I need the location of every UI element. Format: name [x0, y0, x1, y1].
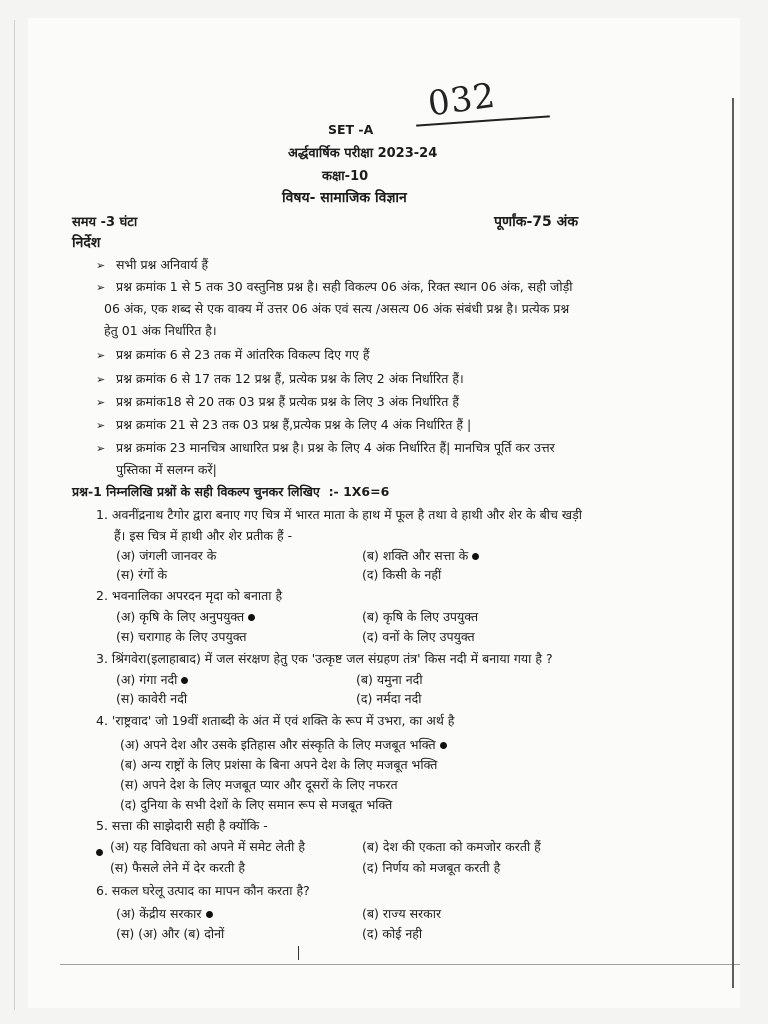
section-marks: :- 1X6=6	[328, 484, 390, 499]
instruction-item: ➢ प्रश्न क्रमांक 6 से 17 तक 12 प्रश्न हैं, प्रत्येक प्रश्न के लिए 2 अंक निर्धारित हैं।	[96, 371, 464, 386]
answer-mark-icon	[96, 842, 103, 861]
option-c: (स) फैसले लेने में देर करती है	[110, 860, 245, 875]
option-c: (स) कावेरी नदी	[116, 691, 188, 706]
page-bottom-border	[60, 964, 740, 965]
option-a: (अ) अपने देश और उसके इतिहास और संस्कृति के लिए मजबूत भक्ति	[120, 736, 447, 753]
instruction-item-continued: हेतु 01 अंक निर्धारित है।	[104, 323, 217, 338]
instructions-title: निर्देश	[72, 235, 101, 251]
instruction-item-continued: 06 अंक, एक शब्द से एक वाक्य में उत्तर 06 अंक एवं सत्य /असत्य 06 अंक संबंधी प्रश्न है। प्रत्येक प्रश्न	[104, 301, 570, 316]
option-b: (ब) अन्य राष्ट्रों के लिए प्रशंसा के बिना अपने देश के लिए मजबूत भक्ति	[120, 757, 438, 772]
option-a: (अ) जंगली जानवर के	[116, 548, 217, 563]
option-c: (स) (अ) और (ब) दोनों	[116, 926, 225, 941]
question-1: 1. अवनींद्रनाथ टैगोर द्वारा बनाए गए चित्र में भारत माता के हाथ में फूल है तथा वे हाथी और शेर के बीच खड़ी	[96, 507, 583, 522]
option-c: (स) अपने देश के लिए मजबूत प्यार और दूसरों के लिए नफरत	[120, 777, 398, 792]
answer-mark-icon	[248, 614, 255, 621]
instruction-item: ➢ सभी प्रश्न अनिवार्य हैं	[96, 257, 209, 272]
answer-mark-icon	[440, 742, 447, 749]
instruction-item: ➢ प्रश्न क्रमांक 21 से 23 तक 03 प्रश्न हैं,प्रत्येक प्रश्न के लिए 4 अंक निर्धारित हैं |	[96, 417, 472, 432]
instruction-item-continued: पुस्तिका में सलग्न करें|	[116, 462, 217, 477]
question-3: 3. श्रिंगवेरा(इलाहाबाद) में जल संरक्षण हेतु एक 'उत्कृष्ट जल संग्रहण तंत्र' किस नदी में बनाया गया है ?	[96, 651, 553, 666]
option-a: (अ) कृषि के लिए अनुपयुक्त	[116, 608, 255, 625]
arrow-bullet-icon: ➢	[96, 349, 106, 362]
handwritten-serial-number: 032	[428, 80, 548, 130]
option-a: (अ) यह विविधता को अपने में समेट लेती है	[110, 839, 306, 854]
page-left-edge	[14, 20, 15, 1010]
option-d: (द) वनों के लिए उपयुक्त	[362, 629, 475, 644]
question-4: 4. 'राष्ट्रवाद' जो 19वीं शताब्दी के अंत में एवं शक्ति के रूप में उभरा, का अर्थ है	[96, 713, 455, 728]
instruction-item: ➢ प्रश्न क्रमांक 6 से 23 तक में आंतरिक विकल्प दिए गए हैं	[96, 347, 370, 362]
instruction-item: ➢ प्रश्न क्रमांक18 से 20 तक 03 प्रश्न हैं प्रत्येक प्रश्न के लिए 3 अंक निर्धारित हैं	[96, 394, 460, 409]
option-d: (द) किसी के नहीं	[362, 567, 442, 582]
arrow-bullet-icon: ➢	[96, 419, 106, 432]
option-d: (द) कोई नही	[362, 926, 423, 941]
section-heading: प्रश्न-1 निम्नलिखि प्रश्नों के सही विकल्प चुनकर लिखिए :- 1X6=6	[72, 484, 390, 499]
question-5: 5. सत्ता की साझेदारी सही है क्योंकि -	[96, 818, 268, 833]
arrow-bullet-icon: ➢	[96, 442, 106, 455]
option-c: (स) रंगों के	[116, 567, 168, 582]
answer-mark-icon	[472, 553, 479, 560]
question-2: 2. भवनालिका अपरदन मृदा को बनाता है	[96, 588, 283, 603]
time-label: समय -3 घंटा	[72, 215, 138, 230]
arrow-bullet-icon: ➢	[96, 259, 106, 272]
question-6: 6. सकल घरेलू उत्पाद का मापन कौन करता है?	[96, 883, 310, 898]
page-right-border	[732, 98, 734, 988]
option-c: (स) चरागाह के लिए उपयुक्त	[116, 629, 247, 644]
arrow-bullet-icon: ➢	[96, 396, 106, 409]
option-d: (द) निर्णय को मजबूत करती है	[362, 860, 501, 875]
arrow-bullet-icon: ➢	[96, 281, 106, 294]
option-b: (ब) राज्य सरकार	[362, 906, 442, 921]
answer-mark-icon	[206, 911, 213, 918]
pen-mark	[298, 946, 299, 960]
option-a: (अ) गंगा नदी	[116, 671, 188, 688]
answer-mark-icon	[181, 677, 188, 684]
option-b: (ब) यमुना नदी	[356, 672, 423, 687]
exam-title: अर्द्धवार्षिक परीक्षा 2023-24	[288, 146, 438, 161]
set-label: SET -A	[328, 122, 374, 137]
option-b: (ब) शक्ति और सत्ता के	[362, 547, 479, 564]
option-b: (ब) कृषि के लिए उपयुक्त	[362, 609, 479, 624]
option-b: (ब) देश की एकता को कमजोर करती हैं	[362, 839, 541, 854]
option-d: (द) दुनिया के सभी देशों के लिए समान रूप से मजबूत भक्ति	[120, 797, 393, 812]
max-marks-label: पूर्णांक-75 अंक	[494, 214, 579, 230]
class-label: कक्षा-10	[322, 169, 369, 184]
instruction-item: ➢ प्रश्न क्रमांक 1 से 5 तक 30 वस्तुनिष्ठ प्रश्न है। सही विकल्प 06 अंक, रिक्त स्थान 06 अंक, सही जोड़ी	[96, 279, 573, 294]
instruction-item: ➢ प्रश्न क्रमांक 23 मानचित्र आधारित प्रश्न है। प्रश्न के लिए 4 अंक निर्धारित हैं| मानचित्र पूर्ति कर उत्तर	[96, 440, 555, 455]
option-d: (द) नर्मदा नदी	[356, 691, 422, 706]
subject-label: विषय- सामाजिक विज्ञान	[282, 190, 407, 206]
option-a: (अ) केंद्रीय सरकार	[116, 905, 213, 922]
arrow-bullet-icon: ➢	[96, 373, 106, 386]
question-1-continued: हैं। इस चित्र में हाथी और शेर प्रतीक हैं -	[114, 528, 293, 543]
